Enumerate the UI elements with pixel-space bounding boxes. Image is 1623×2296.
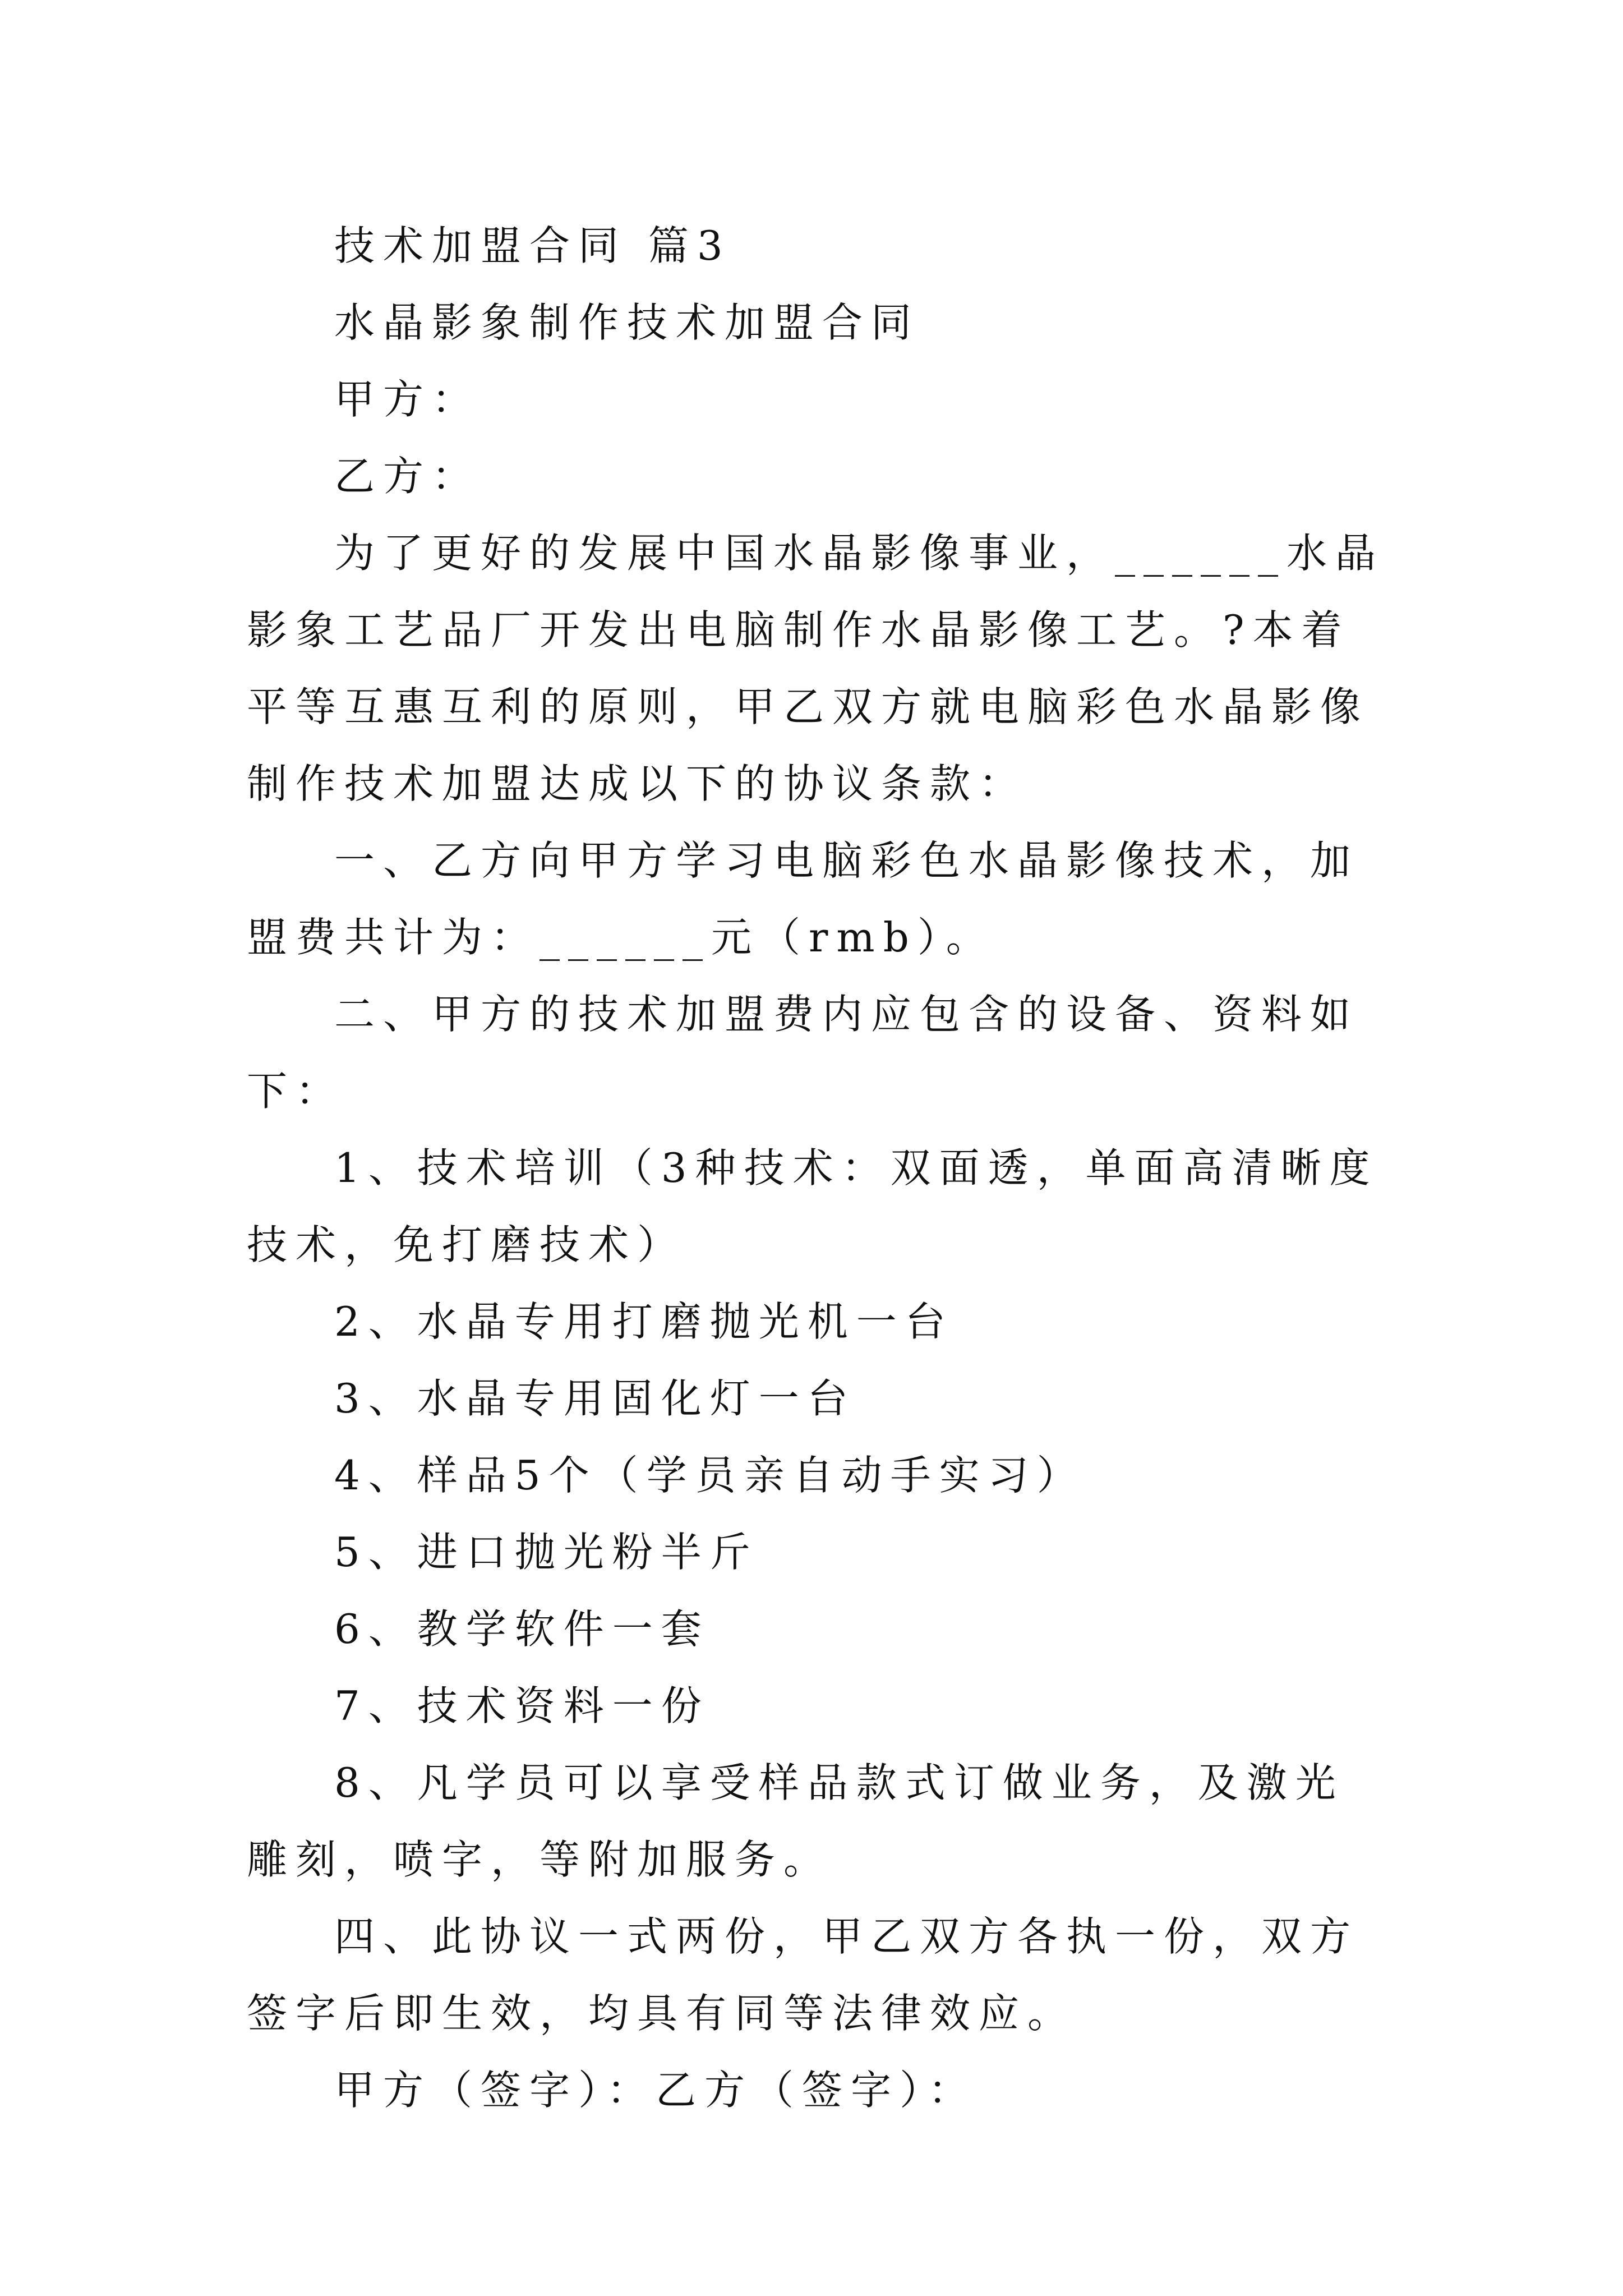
- contract-title: 水晶影象制作技术加盟合同: [334, 299, 920, 346]
- item-6: 6、教学软件一套: [334, 1605, 710, 1653]
- party-b-line: 乙方：: [334, 453, 481, 500]
- item-4: 4、样品5个（学员亲自动手实习）: [334, 1452, 1086, 1499]
- party-a-line: 甲方：: [334, 376, 481, 423]
- clause-2: 二、甲方的技术加盟费内应包含的设备、资料如下：: [247, 991, 1359, 1115]
- clause-1: 一、乙方向甲方学习电脑彩色水晶影像技术，加盟费共计为：______元（rmb）。: [247, 837, 1359, 961]
- item-5: 5、进口抛光粉半斤: [334, 1529, 759, 1576]
- contract-body: [247, 208, 1391, 2129]
- item-7: 7、技术资料一份: [334, 1682, 710, 1729]
- item-8: 8、凡学员可以享受样品款式订做业务，及激光雕刻，喷字，等附加服务。: [247, 1759, 1344, 1883]
- item-1: 1、技术培训（3种技术：双面透，单面高清晰度技术，免打磨技术）: [247, 1144, 1378, 1268]
- item-3: 3、水晶专用固化灯一台: [334, 1375, 856, 1422]
- item-2: 2、水晶专用打磨抛光机一台: [334, 1298, 954, 1345]
- clause-4: 四、此协议一式两份，甲乙双方各执一份，双方签字后即生效，均具有同等法律效应。: [247, 1913, 1359, 2037]
- signature-line: 甲方（签字）：乙方（签字）：: [334, 2067, 978, 2114]
- intro-paragraph: 为了更好的发展中国水晶影像事业，______水晶影象工艺品厂开发出电脑制作水晶影像工艺。?本着平等互惠互利的原则，甲乙双方就电脑彩色水晶影像制作技术加盟达成以下的协议条款：: [247, 530, 1385, 807]
- section-heading: 技术加盟合同 篇3: [334, 222, 731, 269]
